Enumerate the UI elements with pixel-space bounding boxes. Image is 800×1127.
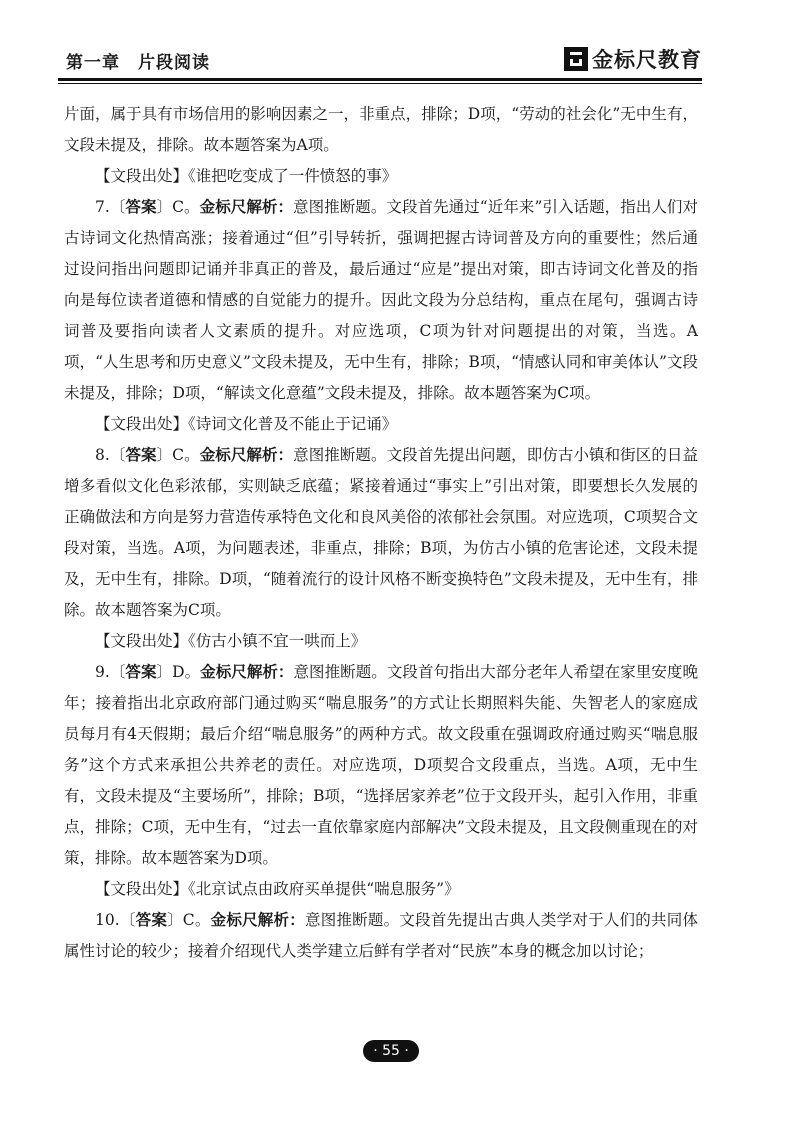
source-citation: 【文段出处】《北京试点由政府买单提供“喘息服务”》 [95,880,460,898]
page-number: · 55 · [363,1040,419,1062]
source-citation: 【文段出处】《诗词文化普及不能止于记诵》 [95,415,398,433]
header-rule [58,78,702,81]
page-body [64,99,698,967]
answer-paragraph-10: 10.〔答案〕C。金标尺解析：意图推断题。文段首先提出古典人类学对于人们的共同体属性讨论的较少；接着介绍现代人类学建立后鲜有学者对“民族”本身的概念加以讨论； [64,911,698,960]
header-rule-thin [58,83,702,84]
answer-paragraph-7: 7.〔答案〕C。金标尺解析：意图推断题。文段首先通过“近年来”引入话题，指出人们对古诗词文化热情高涨；接着通过“但”引导转折，强调把握古诗词普及方向的重要性；然后通过设问指出问题即记诵并非真正的普及，最后通过“应是”提出对策，即古诗词文化普及的指向是每位读者道德和情感的自觉能力的提升。因此文段为分总结构，重点在尾句，强调古诗词普及要指向读者人文素质的提升。对应选项，C项为针对问题提出的对策，当选。A项，“人生思考和历史意义”文段未提及，无中生有，排除；B项，“情感认同和审美体认”文段未提及，排除；D项，“解读文化意蕴”文段未提及，排除。故本题答案为C项。 [64,198,698,402]
answer-paragraph-9: 9.〔答案〕D。金标尺解析：意图推断题。文段首句指出大部分老年人希望在家里安度晚年；接着指出北京政府部门通过购买“喘息服务”的方式让长期照料失能、失智老人的家庭成员每月有4天假期；最后介绍“喘息服务”的两种方式。故文段重在强调政府通过购买“喘息服务”这个方式来承担公共养老的责任。对应选项，D项契合文段重点，当选。A项，无中生有，文段未提及“主要场所”，排除；B项，“选择居家养老”位于文段开头，起引入作用，非重点，排除；C项，无中生有，“过去一直依靠家庭内部解决”文段未提及，且文段侧重现在的对策，排除。故本题答案为D项。 [64,663,698,867]
logo-text: 金标尺教育 [592,48,702,72]
publisher-logo [564,44,702,74]
answer-paragraph-8: 8.〔答案〕C。金标尺解析：意图推断题。文段首先提出问题，即仿古小镇和街区的日益增多看似文化色彩浓郁，实则缺乏底蕴；紧接着通过“事实上”引出对策，即要想长久发展的正确做法和方向是努力营造传承特色文化和良风美俗的浓郁社会氛围。对应选项，C项契合文段对策，当选。A项，为问题表述，非重点，排除；B项，为仿古小镇的危害论述，文段未提及，无中生有，排除。D项，“随着流行的设计风格不断变换特色”文段未提及，无中生有，排除。故本题答案为C项。 [64,446,698,619]
chapter-title: 第一章 片段阅读 [66,53,210,73]
paragraph-continued: 片面，属于具有市场信用的影响因素之一，非重点，排除；D项，“劳动的社会化”无中生有，文段未提及，排除。故本题答案为A项。 [64,105,698,154]
page-header [58,40,702,80]
book-icon [564,47,588,71]
source-citation: 【文段出处】《仿古小镇不宜一哄而上》 [95,632,367,650]
source-citation: 【文段出处】《谁把吃变成了一件愤怒的事》 [95,167,398,185]
